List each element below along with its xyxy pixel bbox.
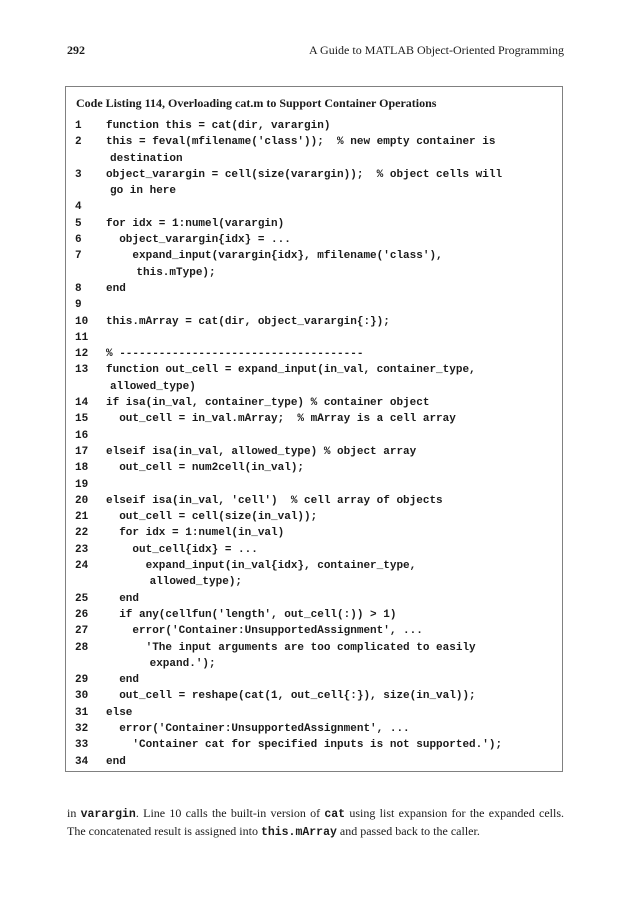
code-line	[66, 737, 562, 753]
code-text	[106, 737, 502, 753]
code-text-line	[106, 428, 113, 444]
code-text	[106, 721, 410, 737]
code-text-line: out_cell = num2cell(in_val);	[106, 462, 305, 475]
code-text	[106, 330, 113, 346]
code-text	[106, 640, 476, 673]
line-number: 28	[75, 641, 89, 654]
code-line	[66, 607, 562, 623]
line-number: 4	[75, 201, 82, 214]
line-number: 8	[75, 282, 82, 295]
code-text	[106, 362, 476, 395]
code-text	[106, 444, 416, 460]
code-text-line: 'Container cat for specified inputs is not supported.');	[106, 739, 503, 752]
code-text	[106, 232, 291, 248]
line-number: 21	[75, 511, 89, 524]
code-text	[106, 167, 502, 200]
code-text-line: function this = cat(dir, varargin)	[106, 120, 331, 132]
code-line	[66, 411, 562, 427]
line-number: 6	[75, 234, 82, 247]
code-line	[66, 118, 562, 134]
code-text	[106, 395, 429, 411]
code-line	[66, 362, 562, 395]
running-title: A Guide to MATLAB Object-Oriented Programming	[309, 43, 564, 57]
code-text	[106, 705, 132, 721]
line-number: 16	[75, 429, 89, 442]
code-text-line: for idx = 1:numel(varargin)	[106, 217, 285, 230]
code-text	[106, 248, 443, 281]
body-text-2: . Line 10 calls the built-in version of	[135, 806, 325, 820]
line-number: 14	[75, 397, 89, 410]
code-text-continuation: expand.');	[110, 657, 216, 670]
code-text-line: error('Container:UnsupportedAssignment', ...	[106, 625, 423, 638]
code-text	[106, 591, 139, 607]
code-text-line: object_varargin = cell(size(varargin)); % object cells will	[106, 168, 503, 181]
code-text-continuation: this.mType);	[110, 266, 216, 279]
code-text-continuation: allowed_type);	[110, 576, 243, 589]
line-number: 25	[75, 592, 89, 605]
code-line	[66, 705, 562, 721]
body-text-4: and passed back to the caller.	[336, 824, 480, 838]
line-number: 23	[75, 543, 89, 556]
code-text	[106, 199, 113, 215]
page-number: 292	[67, 43, 85, 57]
line-number: 34	[75, 755, 89, 768]
line-number: 15	[75, 413, 89, 426]
code-line	[66, 330, 562, 346]
code-line	[66, 525, 562, 541]
code-line	[66, 754, 562, 770]
code-text-continuation: go in here	[110, 185, 177, 198]
code-text-line: this.mArray = cat(dir, object_varargin{:});	[106, 315, 390, 328]
code-line	[66, 493, 562, 509]
code-text	[106, 672, 139, 688]
code-text-line: expand_input(varargin{idx}, mfilename('class'),	[106, 250, 443, 263]
code-text-line	[106, 477, 113, 493]
line-number: 5	[75, 217, 82, 230]
code-text	[106, 281, 126, 297]
line-number: 13	[75, 364, 89, 377]
code-line	[66, 477, 562, 493]
code-line	[66, 558, 562, 591]
code-text-line: out_cell = reshape(cat(1, out_cell{:}), size(in_val));	[106, 690, 476, 703]
code-text	[106, 460, 304, 476]
code-line	[66, 428, 562, 444]
code-line	[66, 672, 562, 688]
code-text	[106, 558, 416, 591]
code-text	[106, 542, 258, 558]
code-line	[66, 721, 562, 737]
code-line	[66, 688, 562, 704]
line-number: 32	[75, 722, 89, 735]
code-listing-box	[65, 86, 563, 772]
code-text	[106, 118, 330, 134]
code-text-line: if isa(in_val, container_type) % container object	[106, 397, 430, 410]
code-text-line: error('Container:UnsupportedAssignment', ...	[106, 722, 410, 735]
code-text	[106, 607, 396, 623]
line-number: 27	[75, 625, 89, 638]
inline-code-this-marray: this.mArray	[260, 826, 337, 839]
line-number: 31	[75, 706, 89, 719]
code-text-line: this = feval(mfilename('class')); % new empty container is	[106, 136, 496, 149]
line-number: 18	[75, 462, 89, 475]
code-line	[66, 248, 562, 281]
code-text	[106, 297, 113, 313]
code-line	[66, 591, 562, 607]
code-text-line: end	[106, 592, 140, 605]
line-number: 2	[75, 136, 82, 149]
line-number: 3	[75, 168, 82, 181]
line-number: 17	[75, 445, 89, 458]
code-text-line: out_cell = cell(size(in_val));	[106, 511, 318, 524]
code-line	[66, 395, 562, 411]
line-number: 7	[75, 250, 82, 263]
code-text	[106, 525, 284, 541]
code-text-line: out_cell{idx} = ...	[106, 543, 258, 556]
code-text-line: else	[106, 706, 133, 719]
code-text	[106, 134, 495, 167]
code-line	[66, 314, 562, 330]
code-text-line: function out_cell = expand_input(in_val, container_type,	[106, 364, 476, 377]
code-text	[106, 477, 113, 493]
code-text	[106, 428, 113, 444]
code-text-line: if any(cellfun('length', out_cell(:)) > 1)	[106, 608, 397, 621]
code-text-line	[106, 330, 113, 346]
code-line	[66, 444, 562, 460]
line-number: 1	[75, 120, 82, 132]
code-line	[66, 134, 562, 167]
line-number: 20	[75, 494, 89, 507]
body-text-3: using list expansion for the expanded cells. The concatenated result is assigned into	[67, 806, 565, 838]
code-line	[66, 623, 562, 639]
body-paragraph	[67, 805, 564, 841]
line-number: 24	[75, 560, 89, 573]
inline-code-cat: cat	[324, 808, 346, 821]
code-text	[106, 754, 126, 770]
code-line	[66, 297, 562, 313]
code-text-line: end	[106, 282, 126, 295]
code-text	[106, 314, 390, 330]
line-number: 29	[75, 674, 89, 687]
code-line	[66, 199, 562, 215]
line-number: 33	[75, 739, 89, 752]
code-text	[106, 411, 456, 427]
code-text-line: out_cell = in_val.mArray; % mArray is a cell array	[106, 413, 456, 426]
inline-code-varargin: varargin	[80, 808, 136, 821]
line-number: 9	[75, 299, 82, 312]
listing-title: Code Listing 114, Overloading cat.m to Support Container Operations	[76, 96, 437, 110]
code-text	[106, 346, 363, 362]
code-line	[66, 509, 562, 525]
code-text-line: expand_input(in_val{idx}, container_type,	[106, 560, 417, 573]
code-text-continuation: allowed_type)	[110, 380, 196, 393]
line-number: 30	[75, 690, 89, 703]
code-text-line	[106, 199, 113, 215]
line-number: 10	[75, 315, 89, 328]
code-line	[66, 281, 562, 297]
code-text	[106, 216, 284, 232]
line-number: 19	[75, 478, 89, 491]
code-text-line: object_varargin{idx} = ...	[106, 234, 291, 247]
code-text-line: elseif isa(in_val, 'cell') % cell array of objects	[106, 494, 443, 507]
code-line	[66, 232, 562, 248]
line-number: 22	[75, 527, 89, 540]
code-text-line	[106, 297, 113, 313]
code-line	[66, 167, 562, 200]
code-text-line: % -------------------------------------	[106, 348, 364, 361]
code-line	[66, 542, 562, 558]
line-number: 12	[75, 348, 89, 361]
code-text-line: end	[106, 674, 140, 687]
code-text-line: 'The input arguments are too complicated to easily	[106, 641, 476, 654]
page-header	[67, 42, 564, 58]
code-text-line: elseif isa(in_val, allowed_type) % object array	[106, 445, 417, 458]
code-line	[66, 346, 562, 362]
code-text	[106, 509, 317, 525]
code-text-line: end	[106, 755, 126, 768]
code-line	[66, 640, 562, 673]
code-line	[66, 216, 562, 232]
code-text-continuation: destination	[110, 152, 183, 165]
code-text-line: for idx = 1:numel(in_val)	[106, 527, 285, 540]
body-text-1: in	[67, 806, 81, 820]
code-text	[106, 623, 423, 639]
line-number: 26	[75, 608, 89, 621]
code-line	[66, 460, 562, 476]
code-text	[106, 493, 443, 509]
line-number: 11	[75, 331, 89, 344]
code-text	[106, 688, 476, 704]
code-block	[66, 118, 562, 770]
